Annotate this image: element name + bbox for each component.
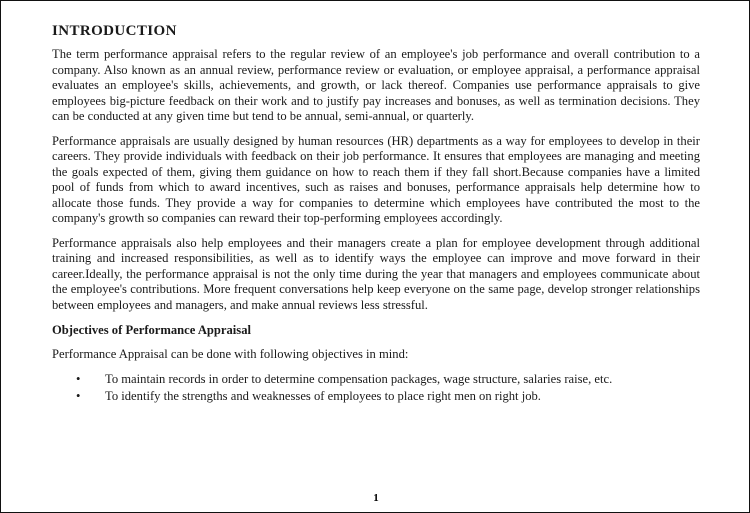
page-content <box>52 21 700 407</box>
bullet-icon: • <box>76 389 81 403</box>
page-number: 1 <box>373 492 379 504</box>
section-heading: INTRODUCTION <box>52 23 177 39</box>
objectives-lead-in: Performance Appraisal can be done with following objectives in mind: <box>52 347 409 361</box>
list-item-text: To identify the strengths and weaknesses of employees to place right men on right job. <box>105 389 541 403</box>
list-item <box>52 389 700 405</box>
paragraph-hr-design: Performance appraisals are usually designed by human resources (HR) departments as a way for employees to develop in their careers. They provide individuals with feedback on their job performance. It ensures that employees are managing and meeting the goals expected of them, giving them guidance on how to reach them if they fall short.Because companies have a limited pool of funds from which to award incentives, such as raises and bonuses, performance appraisals help determine how to allocate those funds. They provide a way for companies to determine which employees have contributed the most to the company's growth so companies can reward their top-performing employees accordingly. <box>52 133 700 225</box>
list-item <box>52 372 700 388</box>
paragraph-definition: The term performance appraisal refers to the regular review of an employee's job performance and overall contribution to a company. Also known as an annual review, performance review or evaluation, or employee appraisal, a performance appraisal evaluates an employee's skills, achievements, and growth, or lack thereof. Companies use performance appraisals to give employees big-picture feedback on their work and to justify pay increases and bonuses, as well as termination decisions. They can be conducted at any given time but tend to be annual, semi-annual, or quarterly. <box>52 47 700 123</box>
list-item-text: To maintain records in order to determine compensation packages, wage structure, salaries raise, etc. <box>105 371 613 386</box>
objectives-subheading: Objectives of Performance Appraisal <box>52 323 252 337</box>
paragraph-development: Performance appraisals also help employees and their managers create a plan for employee development through additional training and increased responsibilities, as well as to identify ways the employee can improve and move forward in their career.Ideally, the performance appraisal is not the only time during the year that managers and employees communicate about the employee's contributions. More frequent conversations help keep everyone on the same page, develop stronger relationships between employees and managers, and make annual reviews less stressful. <box>52 235 700 312</box>
bullet-icon: • <box>76 371 81 386</box>
objectives-list <box>52 372 700 405</box>
